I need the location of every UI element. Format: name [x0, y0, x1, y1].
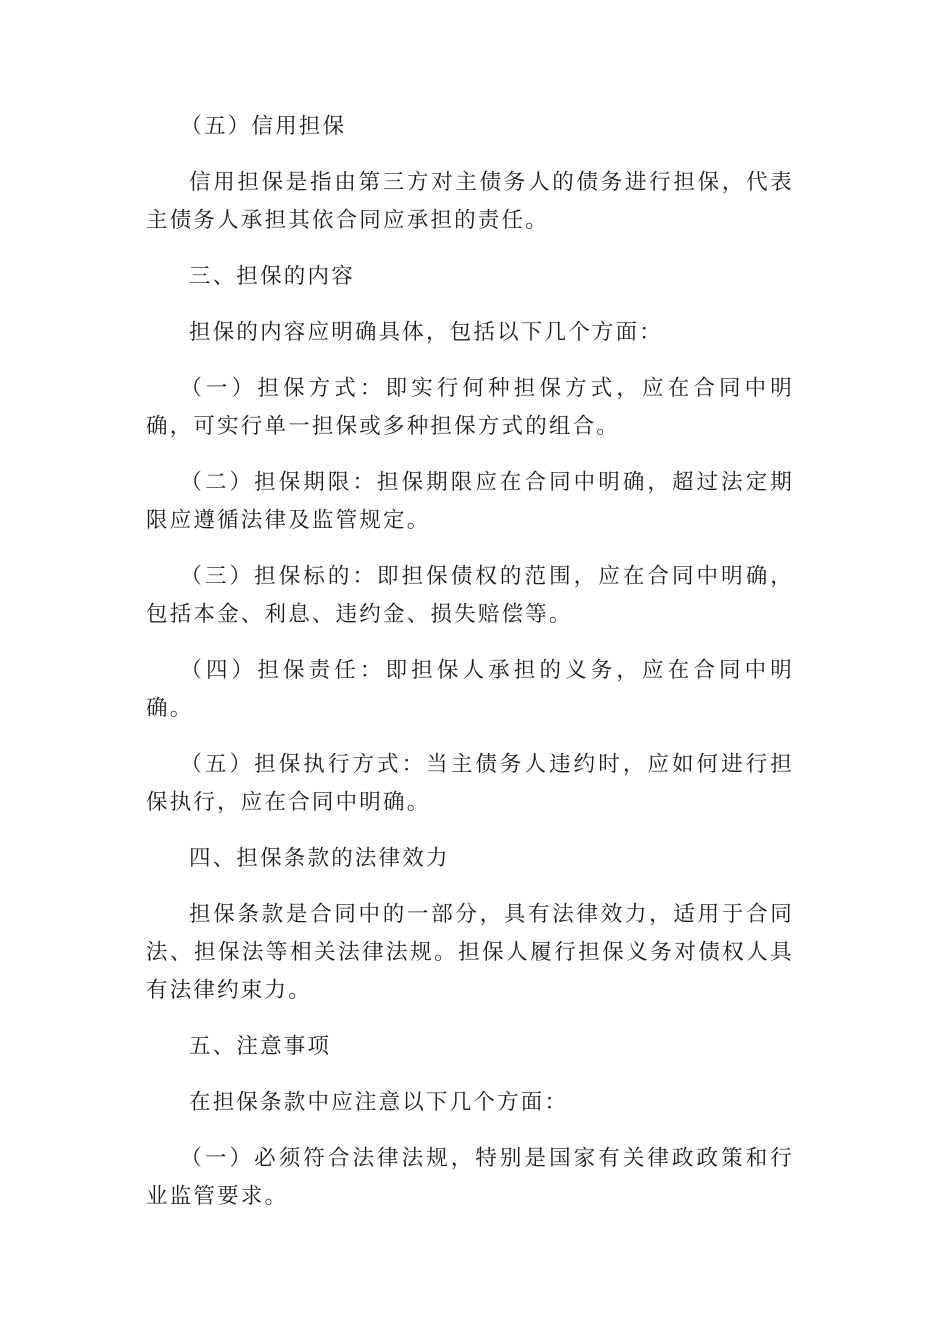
list-item-guarantee-method: （一）担保方式：即实行何种担保方式，应在合同中明确，可实行单一担保或多种担保方式的组合。 [146, 376, 794, 439]
list-item-guarantee-liability: （四）担保责任：即担保人承担的义务，应在合同中明确。 [146, 658, 794, 721]
list-item-guarantee-subject: （三）担保标的：即担保债权的范围，应在合同中明确，包括本金、利息、违约金、损失赔偿等。 [146, 564, 794, 627]
list-item-compliance: （一）必须符合法律法规，特别是国家有关律政政策和行业监管要求。 [146, 1146, 794, 1209]
list-item-guarantee-period: （二）担保期限：担保期限应在合同中明确，超过法定期限应遵循法律及监管规定。 [146, 470, 794, 533]
list-item-guarantee-execution: （五）担保执行方式：当主债务人违约时，应如何进行担保执行，应在合同中明确。 [146, 752, 794, 815]
section-heading-guarantee-content: 三、担保的内容 [189, 264, 355, 289]
document-page [146, 108, 794, 1234]
paragraph-legal-effect: 担保条款是合同中的一部分，具有法律效力，适用于合同法、担保法等相关法律法规。担保人履行担保义务对债权人具有法律约束力。 [146, 902, 794, 1003]
paragraph-credit-guarantee-definition: 信用担保是指由第三方对主债务人的债务进行担保，代表主债务人承担其依合同应承担的责任。 [146, 170, 794, 233]
section-heading-legal-effect: 四、担保条款的法律效力 [189, 846, 450, 871]
subheading-credit-guarantee: （五）信用担保 [180, 114, 347, 139]
paragraph-content-intro: 担保的内容应明确具体，包括以下几个方面： [189, 320, 664, 345]
section-heading-notes: 五、注意事项 [189, 1034, 332, 1059]
paragraph-notes-intro: 在担保条款中应注意以下几个方面： [189, 1090, 569, 1115]
